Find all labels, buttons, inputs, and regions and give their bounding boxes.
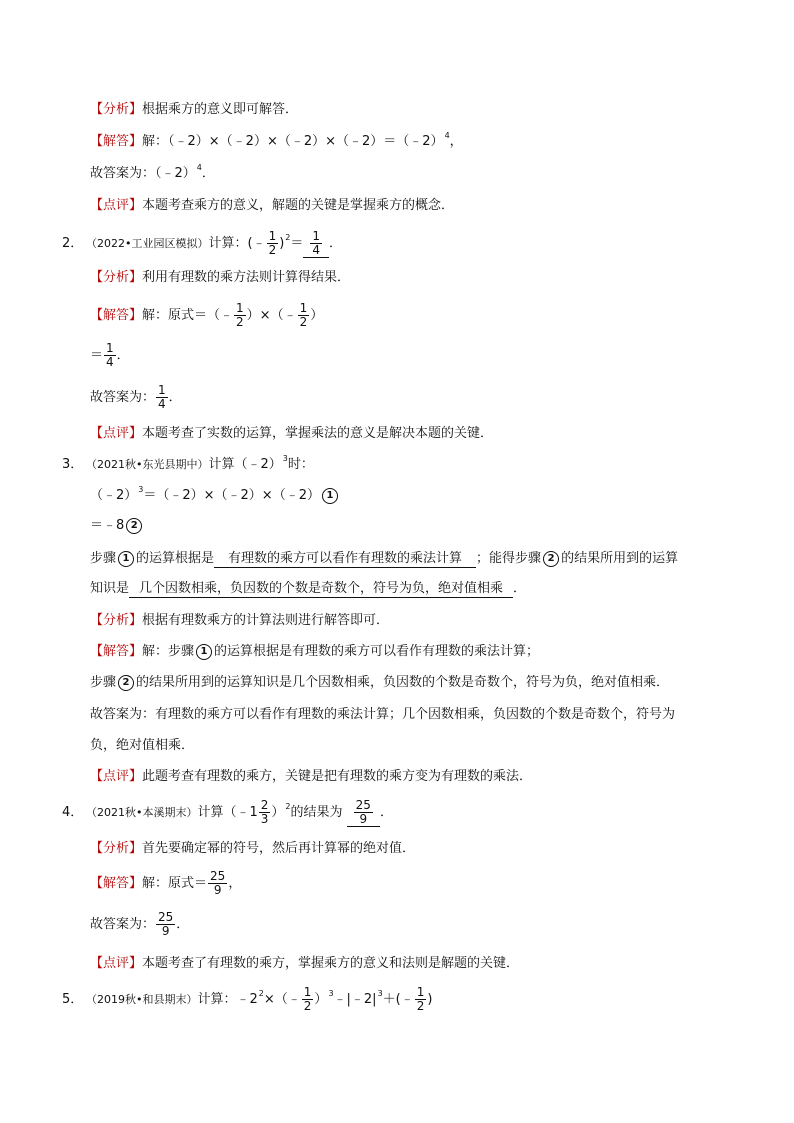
q4-analysis: 【分析】首先要确定幂的符号，然后再计算幂的绝对值． (90, 841, 416, 856)
circled-number: 1 (322, 488, 338, 504)
fraction: $\frac{25}{9}$ (210, 869, 226, 897)
fraction: $\frac{1}{2}$ (268, 229, 277, 257)
q3-comment: 【点评】此题考查有理数的乘方，关键是把有理数的乘方变为有理数的乘法． (90, 769, 533, 784)
q3-stem: 3． （2021秋•东光县期中）计算（﹣2）$^3$时： (62, 454, 314, 472)
q3-answer2: 步骤 2 的结果所用到的运算知识是几个因数相乘，负因数的个数是奇数个，符号为负，绝对值相乘． (90, 675, 670, 690)
q2-step2: ＝ $\frac{1}{4}$ ． (90, 341, 130, 369)
analysis-tag: 【分析】 (90, 102, 143, 117)
q3-question-line1: 步骤 1 的运算根据是 有理数的乘方可以看作有理数的乘法计算 ；能得步骤 2 的结果所用到的运算 (90, 551, 679, 566)
q3-question-line2: 知识是 几个因数相乘，负因数的个数是奇数个，符号为负，绝对值相乘 ． (90, 581, 527, 596)
question-number: 2． (62, 236, 84, 251)
q3-final1: 故答案为：有理数的乘方可以看作有理数的乘法计算；几个因数相乘，负因数的个数是奇数个，符号为 (90, 707, 676, 722)
q3-line1: （﹣2）$^3$＝（﹣2）×（﹣2）×（﹣2） 1 (90, 487, 340, 506)
fraction: $\frac{1}{4}$ (106, 341, 114, 369)
fraction: $\frac{1}{2}$ (303, 985, 312, 1013)
q3-line2: ＝﹣8 2 (90, 517, 144, 535)
q3-analysis: 【分析】根据有理数乘方的计算法则进行解答即可． (90, 613, 390, 628)
q2-stem: 2． （2022•工业园区模拟）计算：(﹣ $\frac{1}{2}$ )$^2$＝ $\frac{1}{4}$ ． (62, 229, 343, 257)
comment-tag: 【点评】 (90, 198, 143, 213)
question-number: 3． (62, 457, 84, 472)
q4-answer: 【解答】解：原式＝ $\frac{25}{9}$ ， (90, 869, 242, 897)
q1-answer: 【解答】解：（﹣2）×（﹣2）×（﹣2）×（﹣2）＝（﹣2）$^4$， (90, 131, 463, 149)
answer-blank: $\frac{1}{4}$ (303, 230, 329, 258)
circled-number: 2 (126, 518, 142, 534)
answer-blank: 几个因数相乘，负因数的个数是奇数个，符号为负，绝对值相乘 (129, 581, 513, 598)
q4-final: 故答案为： $\frac{25}{9}$ ． (90, 910, 190, 938)
answer-blank: $\frac{25}{9}$ (347, 799, 380, 827)
question-number: 4． (62, 805, 84, 820)
q4-stem: 4． （2021秋•本溪期末）计算（﹣1 $\frac{2}{3}$ ）$^2$的结果为 $\frac{25}{9}$ ． (62, 797, 393, 829)
fraction: $\frac{1}{2}$ (299, 301, 308, 329)
q2-final: 故答案为： $\frac{1}{4}$ ． (90, 383, 182, 411)
q4-comment: 【点评】本题考查了有理数的乘方，掌握乘方的意义和法则是解题的关键． (90, 956, 520, 971)
q2-comment: 【点评】本题考查了实数的运算，掌握乘法的意义是解决本题的关键． (90, 426, 494, 441)
q1-analysis: 【分析】根据乘方的意义即可解答． (90, 102, 299, 117)
q1-comment: 【点评】本题考查乘方的意义，解题的关键是掌握乘方的概念． (90, 198, 455, 213)
question-source: （2022•工业园区模拟） (86, 237, 209, 250)
q2-analysis: 【分析】利用有理数的乘方法则计算得结果． (90, 270, 351, 285)
fraction: $\frac{25}{9}$ (158, 910, 174, 938)
q5-stem: 5． （2019秋•和县期末）计算：$﹣2^2\times(﹣$ $\frac{1}{2}$ ）$^3﹣|﹣2|^3+(﹣$ $\frac{1}{2}$ ) (62, 984, 432, 1016)
question-source: （2021秋•本溪期末） (86, 806, 198, 819)
answer-tag: 【解答】 (90, 134, 143, 149)
fraction: $\frac{1}{2}$ (236, 301, 244, 329)
fraction: $\frac{2}{3}$ (260, 798, 269, 826)
question-source: （2021秋•东光县期中） (86, 458, 209, 471)
question-number: 5． (62, 992, 84, 1007)
answer-blank: 有理数的乘方可以看作有理数的乘法计算 (214, 551, 476, 568)
question-source: （2019秋•和县期末） (86, 993, 198, 1006)
q3-final2: 负，绝对值相乘． (90, 738, 195, 753)
q2-answer: 【解答】解：原式＝（﹣ $\frac{1}{2}$ ）×（﹣ $\frac{1}{2}$ ） (90, 301, 324, 329)
q3-answer: 【解答】解：步骤 1 的运算根据是有理数的乘方可以看作有理数的乘法计算； (90, 644, 540, 659)
q1-final: 故答案为：（﹣2）$^4$． (90, 163, 215, 181)
fraction: $\frac{1}{4}$ (158, 383, 166, 411)
fraction: $\frac{1}{2}$ (416, 985, 425, 1013)
